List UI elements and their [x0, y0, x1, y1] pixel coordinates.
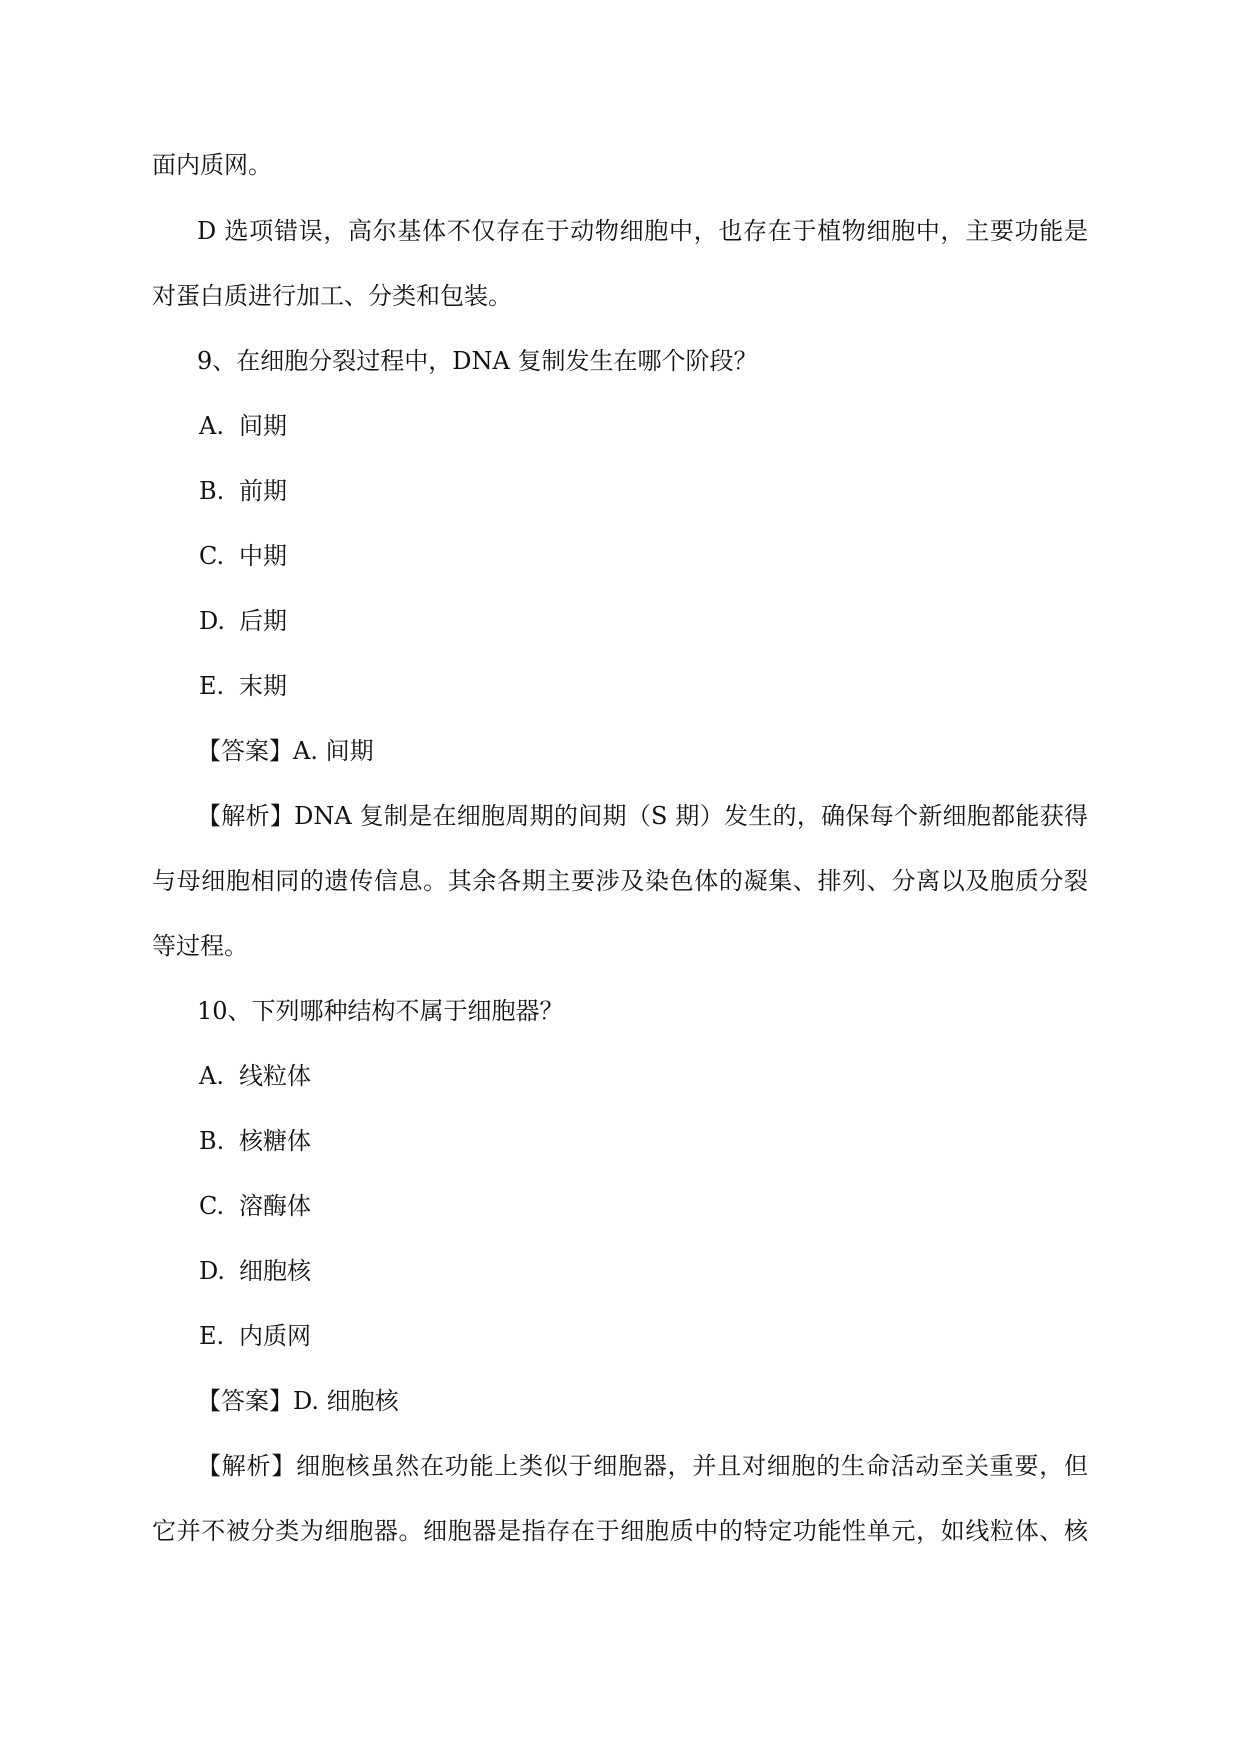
option-letter: C. — [199, 1192, 225, 1220]
option-letter: E. — [199, 1322, 225, 1350]
question-10: 10、下列哪种结构不属于细胞器？ — [197, 997, 564, 1025]
option-letter: A. — [199, 1062, 224, 1090]
option-letter: D. — [199, 1257, 226, 1285]
explanation-line: 与母细胞相同的遗传信息。其余各期主要涉及染色体的凝集、排列、分离以及胞质分裂 — [152, 867, 1088, 895]
option-text: 末期 — [239, 672, 287, 700]
option-item — [199, 671, 287, 701]
option-text: 前期 — [239, 477, 287, 505]
explanation-line: 【解析】DNA 复制是在细胞周期的间期（S 期）发生的，确保每个新细胞都能获得 — [197, 802, 1088, 830]
option-letter: A. — [199, 412, 224, 440]
option-text: 线粒体 — [239, 1062, 311, 1090]
option-text: 内质网 — [239, 1322, 311, 1350]
option-text: 中期 — [239, 542, 287, 570]
question-9: 9、在细胞分裂过程中，DNA 复制发生在哪个阶段？ — [197, 347, 758, 375]
option-item — [199, 476, 287, 506]
option-item — [199, 1061, 311, 1091]
paragraph-line: D 选项错误，高尔基体不仅存在于动物细胞中，也存在于植物细胞中，主要功能是 — [197, 217, 1088, 245]
option-item — [199, 1126, 311, 1156]
option-text: 核糖体 — [239, 1127, 311, 1155]
option-item — [199, 1256, 311, 1286]
option-letter: B. — [199, 477, 225, 505]
explanation-line: 【解析】细胞核虽然在功能上类似于细胞器，并且对细胞的生命活动至关重要，但 — [197, 1452, 1088, 1480]
option-item — [199, 606, 287, 636]
option-text: 间期 — [239, 412, 287, 440]
answer-10: 【答案】D. 细胞核 — [197, 1387, 399, 1415]
paragraph-line: 面内质网。 — [152, 151, 272, 179]
option-text: 细胞核 — [239, 1257, 311, 1285]
option-letter: D. — [199, 607, 226, 635]
option-text: 后期 — [239, 607, 287, 635]
option-item — [199, 1191, 311, 1221]
option-letter: B. — [199, 1127, 225, 1155]
option-letter: E. — [199, 672, 225, 700]
answer-9: 【答案】A. 间期 — [197, 737, 374, 765]
option-text: 溶酶体 — [239, 1192, 311, 1220]
option-item — [199, 411, 287, 441]
option-letter: C. — [199, 542, 225, 570]
paragraph-line: 对蛋白质进行加工、分类和包装。 — [152, 282, 512, 310]
explanation-line: 等过程。 — [152, 932, 248, 960]
explanation-line: 它并不被分类为细胞器。细胞器是指存在于细胞质中的特定功能性单元，如线粒体、核 — [152, 1517, 1088, 1545]
option-item — [199, 1321, 311, 1351]
option-item — [199, 541, 287, 571]
